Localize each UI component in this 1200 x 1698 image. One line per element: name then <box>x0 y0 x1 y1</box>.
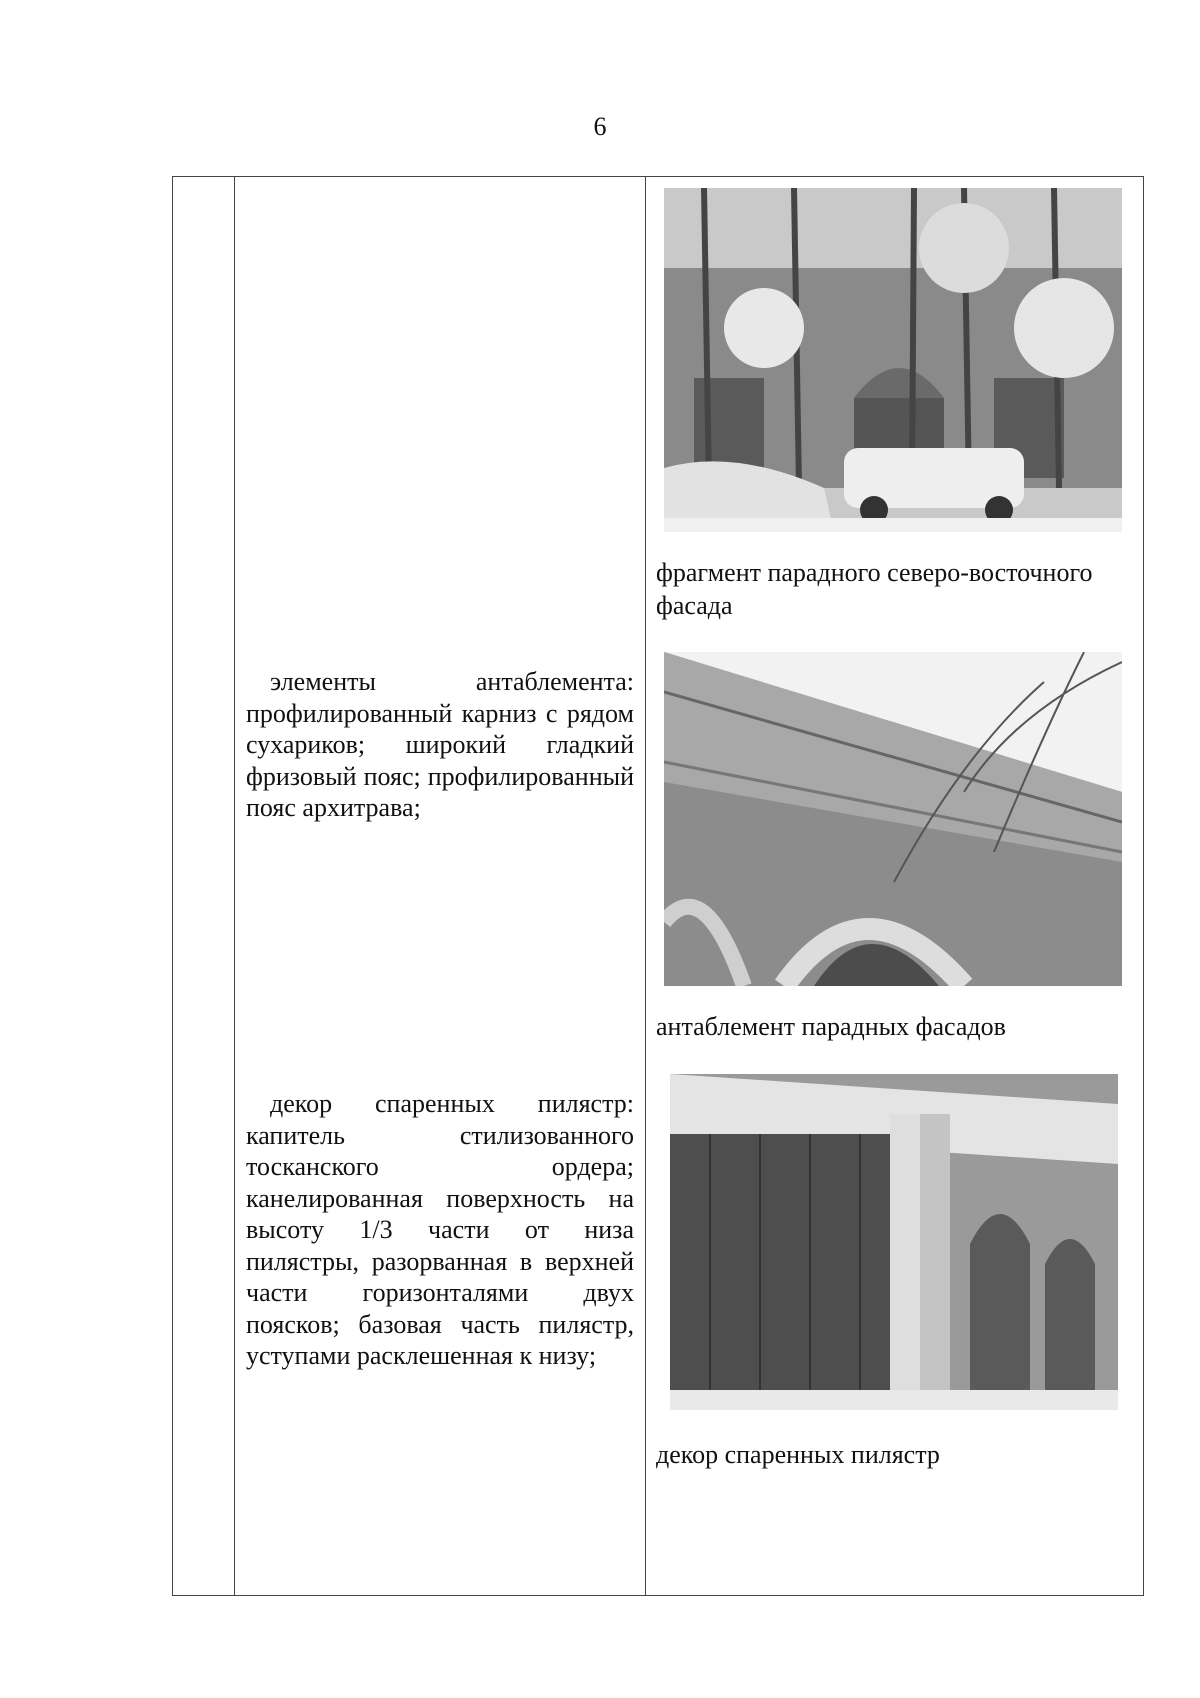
column-divider-description <box>645 177 646 1595</box>
paired-pilasters-photo <box>670 1074 1118 1410</box>
pilasters-description: декор спаренных пилястр: капитель стилизованного тосканского ордера; канелированная поверхность на высоту 1/3 части от низа пилястры, разорванная в верхней части горизонталями двух поясков; базовая часть пилястр, уступами расклешенная к низу; <box>246 1089 634 1370</box>
column-divider-number <box>234 177 235 1595</box>
photo-caption: декор спаренных пилястр <box>656 1440 940 1469</box>
entablature-description: элементы антаблемента: профилированный карниз с рядом сухариков; широкий гладкий фризовый пояс; профилированный пояс архитрава; <box>246 667 634 822</box>
northeast-facade-fragment-photo <box>664 188 1122 532</box>
photo-caption: фрагмент парадного северо-восточного фасада <box>656 558 1093 620</box>
photo-caption: антаблемент парадных фасадов <box>656 1012 1006 1041</box>
page-number: 6 <box>593 112 607 141</box>
entablature-photo <box>664 652 1122 986</box>
